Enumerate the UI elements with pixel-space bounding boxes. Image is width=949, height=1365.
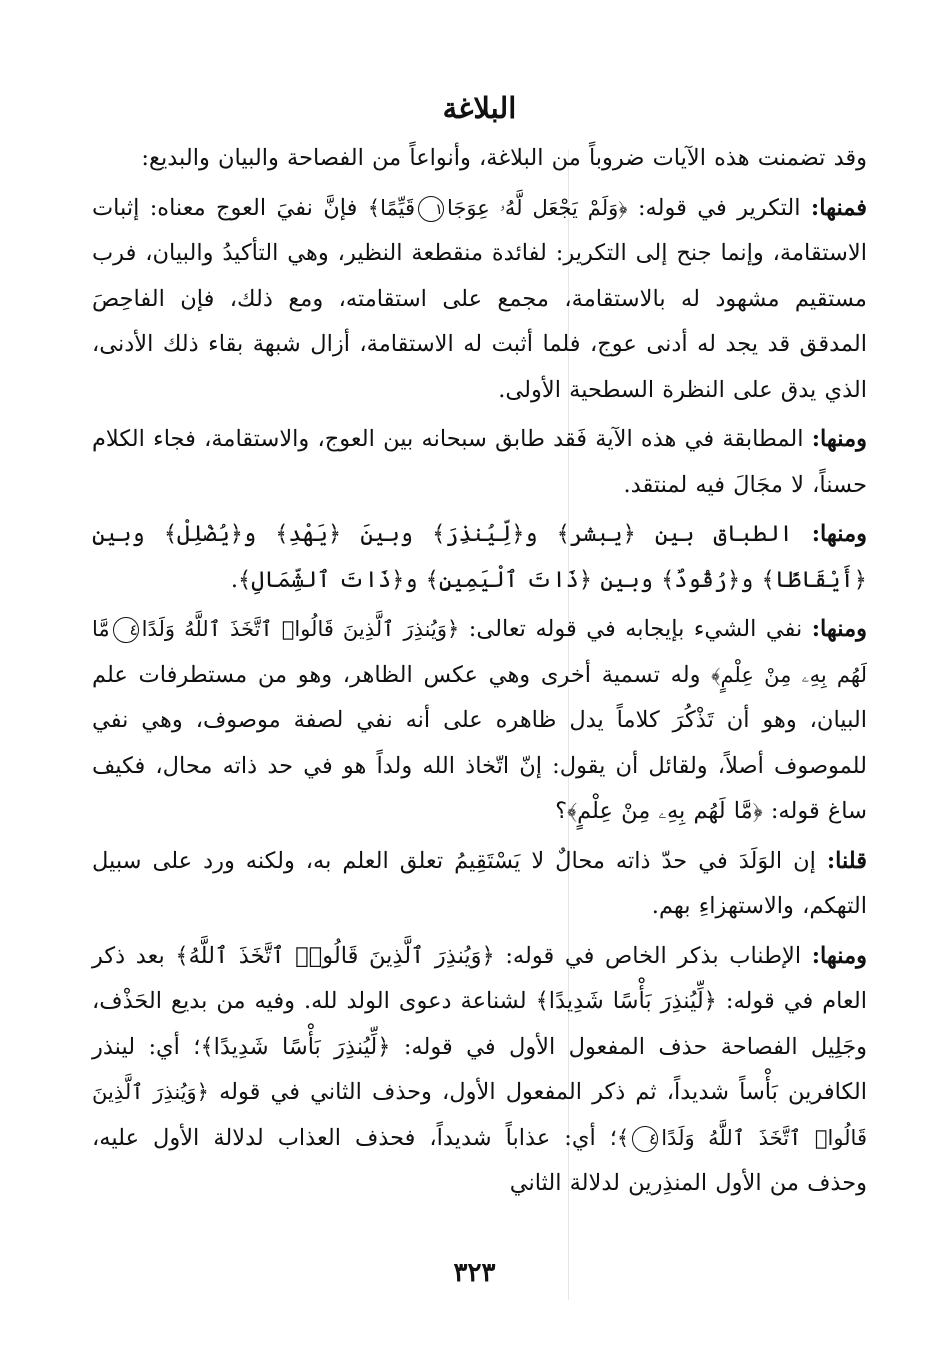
- paragraph-repetition: [92, 186, 867, 414]
- ayah-number-marker: ٤: [113, 617, 139, 643]
- paragraph-answer: [92, 839, 867, 930]
- paragraph-lead: ومنها:: [811, 426, 867, 452]
- paragraph-text: إن الوَلَدَ في حدّ ذاته محالٌ لا يَسْتَقِيمُ تعلق العلم به، ولكنه ورد على سبيل التهكم، والاستهزاءِ بهم.: [92, 847, 867, 919]
- paragraph-text: فإنَّ نفيَ العوج معناه: إثبات الاستقامة، وإنما جنح إلى التكرير: لفائدة منقطعة النظير، وهي التأكيدُ والبيان، فرب مستقيم مشهود له بالاستقامة، مجمع على استقامته، ومع ذلك، فإن الفاحِصَ المدقق قد يجد له أدنى عوج، فلما أثبت له الاستقامة، أزال شبهة بقاء ذلك الأدنى، الذي يدق على النظرة السطحية الأولى.: [92, 194, 867, 403]
- quran-quote: قَيِّمًا﴾: [367, 195, 415, 220]
- paragraph-elaboration: [92, 934, 867, 1207]
- paragraph-text: المطابقة في هذه الآية فَقد طابق سبحانه بين العوج، والاستقامة، فجاء الكلام حسناً، لا مجَالَ فيه لمنتقد.: [92, 426, 867, 498]
- page-number: ٣٢٣: [453, 1258, 496, 1288]
- ayah-number-marker: ١: [418, 196, 444, 222]
- paragraph-lead: فمنها:: [810, 194, 867, 221]
- quran-quote: ﴿وَيُنذِرَ ٱلَّذِينَ قَالُوا۟ ٱتَّخَذَ ٱللَّهُ وَلَدًا: [141, 617, 460, 641]
- intro-paragraph: وقد تضمنت هذه الآيات ضروباً من البلاغة، وأنواعاً من الفصاحة والبيان والبديع:: [141, 145, 867, 171]
- paragraph-text: ؛ أي: عذاباً شديداً، فحذف العذاب لدلالة الأول عليه، وحذف من الأول المنذِرين لدلالة الثاني: [92, 1124, 867, 1196]
- paragraph-negation: [92, 607, 867, 835]
- paragraph-text: وله تسمية أخرى وهي عكس الظاهر، وهو من مستطرفات علم البيان، وهو أن تَذْكُرَ كلاماً يدل ظاهره على أنه نفي لصفة موصوف، وهي نفي للموصوف أصلاً، ولقائل أن يقول: إنّ اتّخاذ الله ولداً هو في حد ذاته محال، فكيف ساغ قوله: ﴿مَّا لَهُم بِهِۦ مِنْ عِلْمٍ﴾؟: [92, 661, 867, 824]
- quran-quote: ﴿وَيُنذِرَ ٱلَّذِينَ قَالُوا۟ ٱتَّخَذَ ٱللَّهُ وَلَدًا: [92, 1080, 867, 1150]
- paragraph-antithesis: [92, 417, 867, 508]
- paragraph-text: التكرير في قوله:: [627, 194, 811, 221]
- ayah-number-marker: ٤: [632, 1126, 658, 1152]
- paragraph-lead: ومنها:: [811, 616, 867, 642]
- quran-quote: مَّا لَهُم بِهِۦ مِنْ عِلْمٍ﴾: [92, 617, 867, 687]
- page-title: البلاغة: [442, 91, 517, 125]
- quran-quote: ﴿وَلَمْ يَجْعَل لَّهُۥ عِوَجَا: [447, 195, 628, 220]
- page-body: [92, 86, 867, 1211]
- paragraph-lead: ومنها:: [811, 942, 867, 969]
- paragraph-text: الإطناب بذكر الخاص في قوله: ﴿وَيُنذِرَ ٱلَّذِينَ قَالُوا۟ ٱتَّخَذَ ٱللَّهُ﴾ بعد ذكر العام في قوله: ﴿لِّيُنذِرَ بَأْسًا شَدِيدًا﴾ لشناعة دعوى الولد لله. وفيه من بديع الحَذْف، وجَلِيل الفصاحة حذف المفعول الأول في قوله: ﴿لِّيُنذِرَ بَأْسًا شَدِيدًا﴾؛ أي: لينذر الكافرين بَأْساً شديداً، ثم ذكر المفعول الأول، وحذف الثاني في قوله: [92, 942, 867, 1105]
- paragraph-lead: ومنها:: [811, 521, 867, 547]
- paragraph-contrast: [92, 512, 867, 603]
- paragraph-text: الطباق بين ﴿يبشر﴾ و﴿لِّيُنذِرَ﴾ وبينَ ﴿يَهْدِ﴾ و﴿يُضْلِلْ﴾ وبين ﴿أَيْقَاظًا﴾ و﴿رُقُودٌ﴾ وبين ﴿ذَاتَ ٱلْيَمِينِ﴾ و﴿ذَاتَ ٱلشِّمَالِ﴾.: [92, 521, 867, 593]
- quran-quote: ﴾: [616, 1125, 630, 1150]
- paragraph-text: نفي الشيء بإيجابه في قوله تعالى:: [459, 616, 812, 642]
- paragraph-lead: قلنا:: [826, 847, 867, 874]
